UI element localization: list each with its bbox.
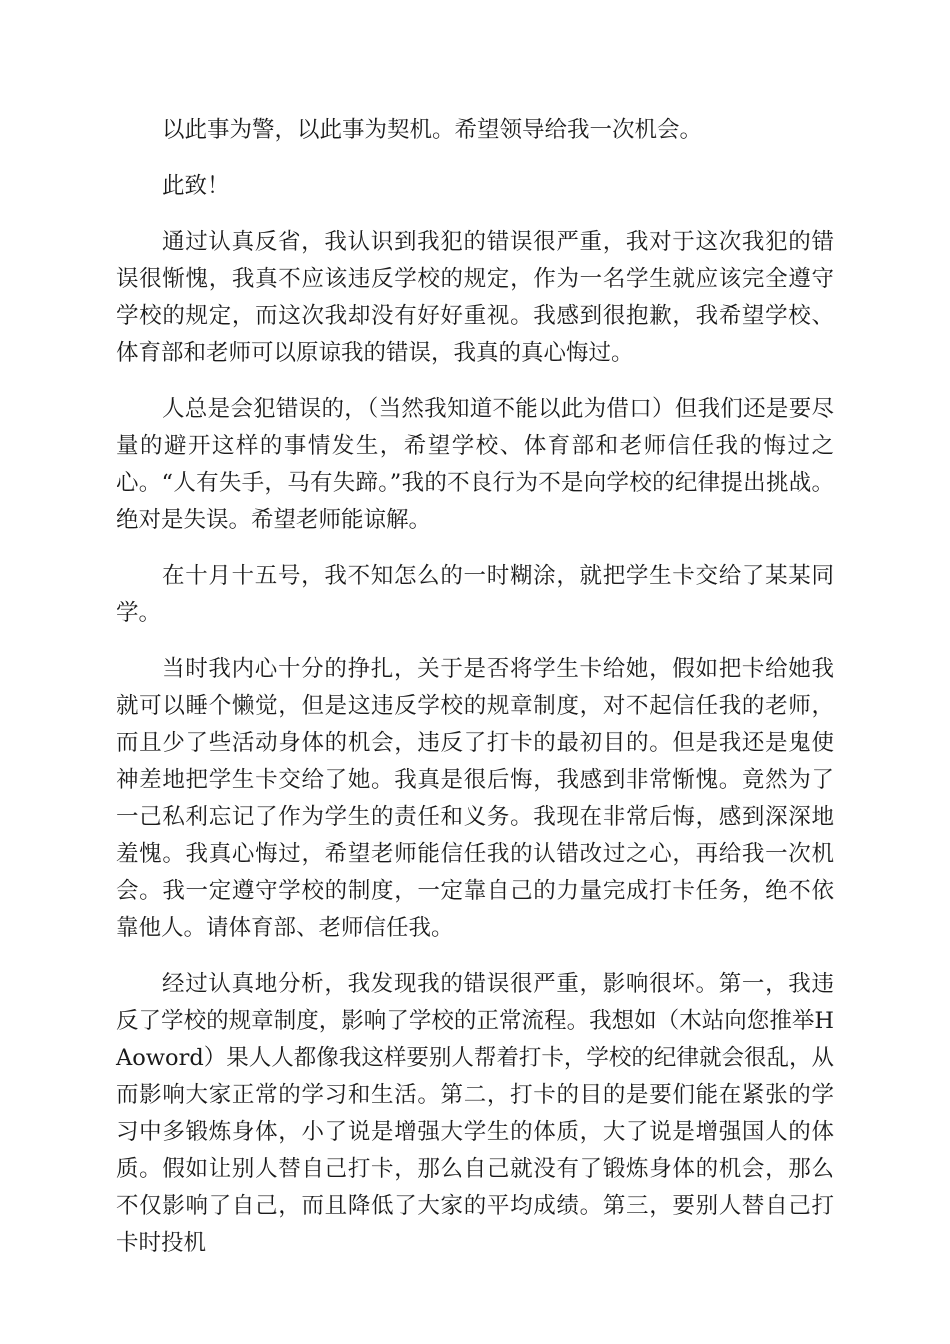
paragraph: 在十月十五号，我不知怎么的一时糊涂，就把学生卡交给了某某同学。 (116, 563, 834, 626)
paragraph: 当时我内心十分的挣扎，关于是否将学生卡给她，假如把卡给她我就可以睡个懒觉，但是这违反学校的规章制度，对不起信任我的老师，而且少了些活动身体的机会，违反了打卡的最初目的。但是我还是鬼使神差地把学生卡交给了她。我真是很后悔，我感到非常惭愧。竟然为了一己私利忘记了作为学生的责任和义务。我现在非常后悔，感到深深地羞愧。我真心悔过，希望老师能信任我的认错改过之心，再给我一次机会。我一定遵守学校的制度，一定靠自己的力量完成打卡任务，绝不依靠他人。请体育部、老师信任我。 (116, 656, 834, 941)
paragraph: 通过认真反省，我认识到我犯的错误很严重，我对于这次我犯的错误很惭愧，我真不应该违反学校的规定，作为一名学生就应该完全遵守学校的规定，而这次我却没有好好重视。我感到很抱歉，我希望学校、体育部和老师可以原谅我的错误，我真的真心悔过。 (116, 229, 834, 366)
paragraph: 以此事为警，以此事为契机。希望领导给我一次机会。 (162, 117, 703, 143)
paragraph: 此致！ (162, 173, 230, 199)
paragraph: 经过认真地分析，我发现我的错误很严重，影响很坏。第一，我违反了学校的规章制度，影响了学校的正常流程。我想如（木站向您推举HAoword）果人人都像我这样要别人帮着打卡，学校的纪律就会很乱，从而影响大家正常的学习和生活。第二，打卡的目的是要们能在紧张的学习中多锻炼身体，小了说是增强大学生的体质，大了说是增强国人的体质。假如让别人替自己打卡，那么自己就没有了锻炼身体的机会，那么不仅影响了自己，而且降低了大家的平均成绩。第三，要别人替自己打卡时投机 (116, 971, 834, 1256)
document-body (116, 112, 834, 1281)
paragraph: 人总是会犯错误的，（当然我知道不能以此为借口）但我们还是要尽量的避开这样的事情发生，希望学校、体育部和老师信任我的悔过之心。“人有失手，马有失蹄。”我的不良行为不是向学校的纪律提出挑战。绝对是失误。希望老师能谅解。 (116, 396, 834, 533)
